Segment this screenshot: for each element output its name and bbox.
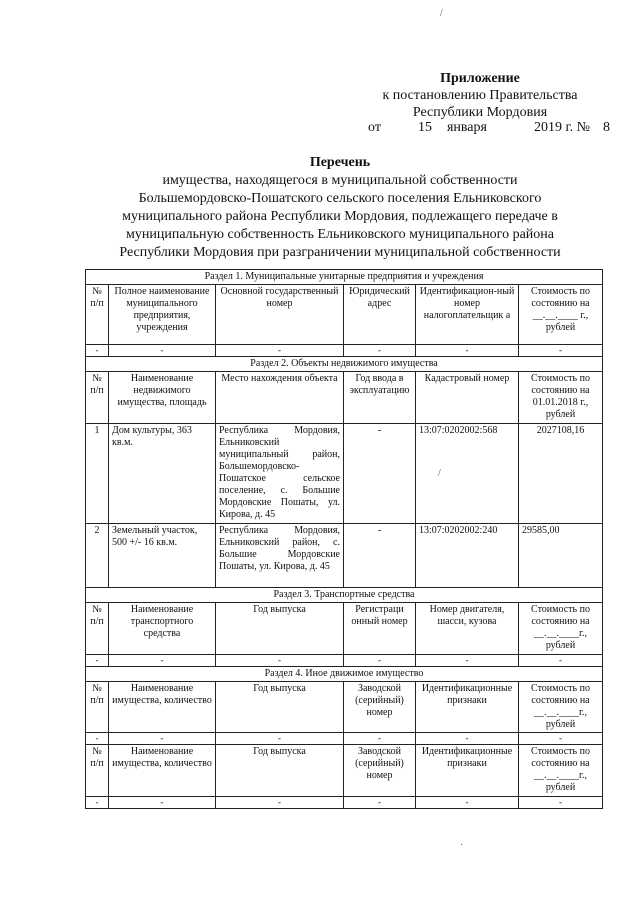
s3-blank-4: -: [344, 655, 416, 667]
s4r-blank-2: -: [109, 797, 216, 809]
s1-blank-2: -: [109, 345, 216, 357]
s3-blank-1: -: [86, 655, 109, 667]
s4-header-num: № п/п: [86, 682, 109, 733]
table-row: [86, 524, 603, 588]
s4r-blank-5: -: [416, 797, 519, 809]
title-line-1: имущества, находящегося в муниципальной собственности: [162, 173, 518, 188]
s3-header-cost: Стоимость по состоянию на __.__.____г., рублей: [519, 603, 603, 655]
scan-speck-bottom: ·: [460, 840, 464, 851]
s1-header-cost: Стоимость по состоянию на __.__.____ г., рублей: [519, 285, 603, 345]
s2-header-cost: Стоимость по состоянию на 01.01.2018 г., рублей: [519, 372, 603, 424]
s4r-blank-1: -: [86, 797, 109, 809]
decree-date-line: [368, 120, 618, 136]
s3-blank-5: -: [416, 655, 519, 667]
section-4-blank-row: [86, 733, 603, 745]
date-day: 15: [417, 120, 432, 135]
s1-header-num: № п/п: [86, 285, 109, 345]
s2-header-name: Наименование недвижимого имущества, площадь: [109, 372, 216, 424]
s1-header-ogrn: Основной государственный номер: [216, 285, 344, 345]
g-label: г. №: [565, 120, 590, 135]
s2-header-year: Год ввода в эксплуатацию: [344, 372, 416, 424]
s2-row1-num: 1: [86, 424, 109, 524]
property-table: [85, 269, 603, 809]
s4r-blank-4: -: [344, 797, 416, 809]
s2-row2-cadastral: 13:07:0202002:240: [416, 524, 519, 588]
section-3-header-row: [86, 603, 603, 655]
s2-row1-name: Дом культуры, 363 кв.м.: [109, 424, 216, 524]
s1-blank-5: -: [416, 345, 519, 357]
s2-header-num: № п/п: [86, 372, 109, 424]
scan-speck-top: /: [440, 8, 443, 19]
title-line-4: муниципальную собственность Ельниковского муниципального района: [126, 227, 554, 242]
appendix-header: [340, 70, 620, 121]
s4-header-serial: Заводской (серийный) номер: [344, 682, 416, 733]
s4-header-ident: Идентификационные признаки: [416, 682, 519, 733]
s4r-header-num: № п/п: [86, 745, 109, 797]
section-3-title: Раздел 3. Транспортные средства: [86, 588, 603, 603]
s4-header-cost: Стоимость по состоянию на __.__.____г., рублей: [519, 682, 603, 733]
section-1-title: Раздел 1. Муниципальные унитарные предприятия и учреждения: [86, 270, 603, 285]
s2-row1-location: Республика Мордовия, Ельниковский муниципальный район, Большемордовско-Пошатское сельское поселение, с. Большие Мордовские Пошаты, ул. Кирова, д. 45: [216, 424, 344, 524]
s4-blank-1: -: [86, 733, 109, 745]
s2-row2-name: Земельный участок, 500 +/- 16 кв.м.: [109, 524, 216, 588]
s4-blank-4: -: [344, 733, 416, 745]
s1-blank-1: -: [86, 345, 109, 357]
appendix-line-1: к постановлению Правительства: [382, 88, 578, 103]
s4r-header-ident: Идентификационные признаки: [416, 745, 519, 797]
s2-row1-year: -: [344, 424, 416, 524]
title-line-2: Большемордовско-Пошатского сельского поселения Ельниковского: [138, 191, 542, 206]
section-4-header-row: [86, 682, 603, 733]
section-1-blank-row: [86, 345, 603, 357]
s2-row2-cost: 29585,00: [519, 524, 603, 588]
s4-blank-2: -: [109, 733, 216, 745]
s4r-header-cost: Стоимость по состоянию на __.__.____г., рублей: [519, 745, 603, 797]
s3-header-num: № п/п: [86, 603, 109, 655]
s2-row1-cadastral: 13:07:0202002:568: [416, 424, 519, 524]
appendix-title: Приложение: [440, 71, 520, 86]
section-4-title-row: [86, 667, 603, 682]
s1-blank-6: -: [519, 345, 603, 357]
s4-blank-6: -: [519, 733, 603, 745]
s4-header-year: Год выпуска: [216, 682, 344, 733]
s3-blank-2: -: [109, 655, 216, 667]
s3-header-engine: Номер двигателя, шасси, кузова: [416, 603, 519, 655]
section-4-header-row-repeat: [86, 745, 603, 797]
section-2-title: Раздел 2. Объекты недвижимого имущества: [86, 357, 603, 372]
s3-blank-3: -: [216, 655, 344, 667]
title-heading: Перечень: [309, 155, 371, 170]
section-2-title-row: [86, 357, 603, 372]
title-line-5: Республики Мордовия при разграничении муниципальной собственности: [119, 245, 561, 260]
s2-header-cadastral: Кадастровый номер: [416, 372, 519, 424]
title-line-3: муниципального района Республики Мордовия, подлежащего передаче в: [122, 209, 558, 224]
s2-row2-year: -: [344, 524, 416, 588]
s2-row2-num: 2: [86, 524, 109, 588]
section-1-title-row: [86, 270, 603, 285]
s4r-header-name: Наименование имущества, количество: [109, 745, 216, 797]
s3-blank-6: -: [519, 655, 603, 667]
s2-header-location: Место нахождения объекта: [216, 372, 344, 424]
s1-blank-3: -: [216, 345, 344, 357]
date-year: 2019: [533, 120, 562, 135]
s2-row2-location: Республика Мордовия, Ельниковский район, с. Большие Мордовские Пошаты, ул. Кирова, д. 45: [216, 524, 344, 588]
s1-header-address: Юридический адрес: [344, 285, 416, 345]
s3-header-year: Год выпуска: [216, 603, 344, 655]
s1-header-inn: Идентификацион-ный номер налогоплательщик а: [416, 285, 519, 345]
s3-header-reg: Регистраци онный номер: [344, 603, 416, 655]
s1-header-name: Полное наименование муниципального предприятия, учреждения: [109, 285, 216, 345]
s4r-blank-3: -: [216, 797, 344, 809]
s4-blank-3: -: [216, 733, 344, 745]
section-1-header-row: [86, 285, 603, 345]
section-4-title: Раздел 4. Иное движимое имущество: [86, 667, 603, 682]
appendix-line-2: Республики Мордовия: [412, 105, 548, 120]
s2-row1-cost: 2027108,16: [519, 424, 603, 524]
section-3-title-row: [86, 588, 603, 603]
date-month: января: [446, 120, 487, 135]
s1-blank-4: -: [344, 345, 416, 357]
s4r-header-year: Год выпуска: [216, 745, 344, 797]
s4-blank-5: -: [416, 733, 519, 745]
s4r-header-serial: Заводской (серийный) номер: [344, 745, 416, 797]
scan-speck-mid: /: [438, 468, 441, 479]
from-label: от: [368, 120, 381, 135]
section-3-blank-row: [86, 655, 603, 667]
decree-number: 8: [602, 120, 610, 135]
s4r-blank-6: -: [519, 797, 603, 809]
section-2-header-row: [86, 372, 603, 424]
section-4-blank-row-repeat: [86, 797, 603, 809]
s3-header-name: Наименование транспортного средства: [109, 603, 216, 655]
table-row: [86, 424, 603, 524]
s4-header-name: Наименование имущества, количество: [109, 682, 216, 733]
document-title: [80, 154, 600, 262]
